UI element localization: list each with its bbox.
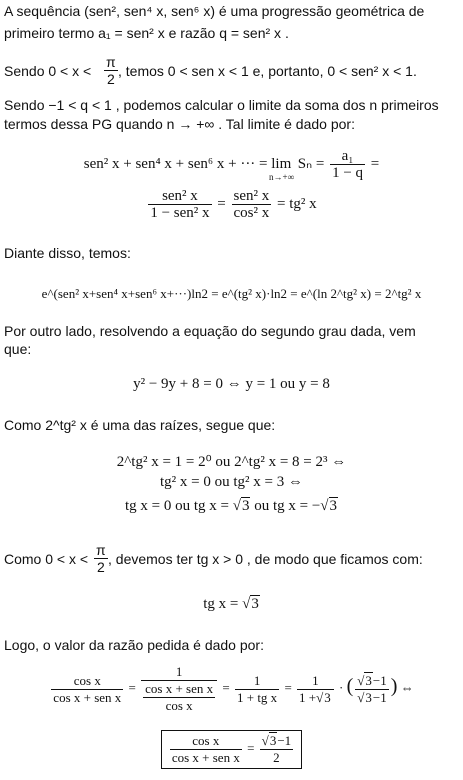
ratio-intro: Logo, o valor da razão pedida é dado por: [4,637,264,653]
sqrt3-result: 3 [251,596,259,612]
one-numerator: 1 [175,664,183,679]
quadratic-equation: y² − 9y + 8 = 0 ⇔ y = 1 ou y = 8 [133,376,330,392]
sum-limit-equation [0,148,463,181]
sqrt3-positive: 3 [241,498,250,514]
compound-denominator [141,680,217,714]
two-denominator: 2 [104,70,118,87]
tan-negative-or: ou tg x = − [254,498,321,514]
geometric-limit-fraction [330,148,365,181]
two-denominator-2: 2 [94,558,108,575]
one-plus-tan-den: 1 + tg x [236,689,278,705]
minus-one-den: −1 [372,689,387,705]
iff-symbol: ⇔ [400,679,414,695]
power-equation: 2^tg² x = 1 = 2⁰ ou 2^tg² x = 8 = 2³ ⇔ [116,454,347,470]
sqrt3-negative: 3 [329,498,338,514]
result-num: cos x [192,733,220,748]
rationalizing-fraction [355,673,388,706]
minus-one-num: −1 [372,672,387,688]
limit-line-1: Sendo −1 < q < 1 , podemos calcular o limite da soma dos n primeiros [4,97,439,113]
tan-squared-equation: tg² x = 0 ou tg² x = 3 ⇔ [160,474,303,490]
interval-text-start: Sendo 0 < x < [4,63,92,79]
frac-num-2: sen² x [233,188,270,204]
one-over-one-plus-sqrt3 [297,673,334,706]
equals-sign: = [370,155,380,172]
compound-fraction [141,664,217,714]
thus-text: Diante disso, temos: [4,245,131,261]
intro-line-2: primeiro termo a₁ = sen² x e razão q = sen² x . [4,25,289,41]
positive-tan-end: , devemos ter tg x > 0 , de modo que ficamos com: [108,551,423,567]
final-result [0,730,463,769]
interval-text-end: , temos 0 < sen x < 1 e, portanto, 0 < sen² x < 1. [118,63,417,79]
exponential-equation: e^(sen² x+sen⁴ x+sen⁶ x+···)ln2 = e^(tg² x)·ln2 = e^(ln 2^tg² x) = 2^tg² x [41,286,422,301]
frac-num-1: sen² x [162,188,198,204]
sqrt3-rn: 3 [365,672,372,688]
cos-numerator: cos x [73,672,101,688]
root-statement: Como 2^tg² x é uma das raízes, segue que: [4,417,276,433]
result-box: $\frac{\text{cos x}}{\text{cos x + sen x}}$ = $\frac{√3-1}{2}$ [161,730,302,769]
result-right-num: √3−1 [261,733,292,748]
ratio-chain-equation: $\frac{\text{cos x}}{\text{cos x + sen x}}$ = $\frac{1}{\frac{\text{cos x + sen x}}{\text{cos x}}}$ = $\frac{1}{\text{1 + tg x}}$ = $\frac{1}{1 +√3}$ · ( $\frac{√3-1}{√3-1}$ ) ⇔ [53,664,414,713]
tan-values-equation: tg x = 0 ou tg x = √3 ou tg x = −√3 [124,498,338,514]
cos-plus-sin-den: cos x + sen x [53,689,122,705]
one-plus: 1 + [299,689,317,705]
intro-line-1: A sequência (sen², sen⁴ x, sen⁶ x) é uma progressão geométrica de [4,3,425,19]
sqrt3-rd: 3 [365,689,372,705]
sqrt3-final: 3 [269,733,277,748]
one-num-2: 1 [253,672,261,688]
frac-den-2: cos² x [233,205,270,221]
pi-over-2-fraction-2 [94,542,108,575]
tan-result: tg x = √3 [203,596,259,612]
minus-one-final: −1 [277,733,292,748]
two-final: 2 [260,749,293,766]
inner-fraction [143,681,215,714]
partial-sum: Sₙ = [297,155,325,172]
result-right-fraction [260,733,293,766]
limit-subscript: n→+∞ [269,171,295,182]
cos-ratio-fraction [51,673,123,706]
quadratic-intro-1: Por outro lado, resolvendo a equação do segundo grau dada, vem [4,323,416,339]
frac-den-1: 1 − sen² x [150,205,210,221]
result-den: cos x + sen x [171,750,240,765]
first-term: a₁ [341,148,354,164]
one-over-one-plus-tan [235,673,279,706]
tan-equals: tg x = [203,596,239,612]
one-plus-sqrt3-den: 1 +√3 [297,689,334,706]
quadratic-intro-2: que: [4,341,32,357]
one-num-3: 1 [312,672,319,688]
limit-line-2: termos dessa PG quando n → +∞ . Tal limite é dado por: [4,116,355,132]
pi-numerator: π [106,54,116,70]
pi-over-2-fraction [104,54,118,87]
sin-over-cos [232,188,272,221]
positive-tan-start: Como 0 < x < [4,551,89,567]
sqrt3-den: 3 [324,689,331,705]
inner-num: cos x + sen x [145,681,214,696]
inner-den: cos x [143,697,215,714]
rationalizing-den: √3−1 [357,689,387,705]
one-minus-q: 1 − q [332,165,364,181]
tan-zero-or: tg x = 0 ou tg x = [124,498,229,514]
pi-numerator-2: π [96,542,106,558]
tan-squared: = tg² x [277,195,317,212]
sin-over-one-minus-sin [148,188,211,221]
result-left-fraction [170,733,242,766]
rationalizing-num: √3−1 [357,672,387,688]
tangent-identity-equation: $\frac{\text{sen² x}}{\text{1 − sen² x}}$ = $\frac{\text{sen² x}}{\text{cos² x}}$ = tg² x [150,188,317,221]
sum-series: sen² x + sen⁴ x + sen⁶ x + ··· = lim [83,155,292,172]
